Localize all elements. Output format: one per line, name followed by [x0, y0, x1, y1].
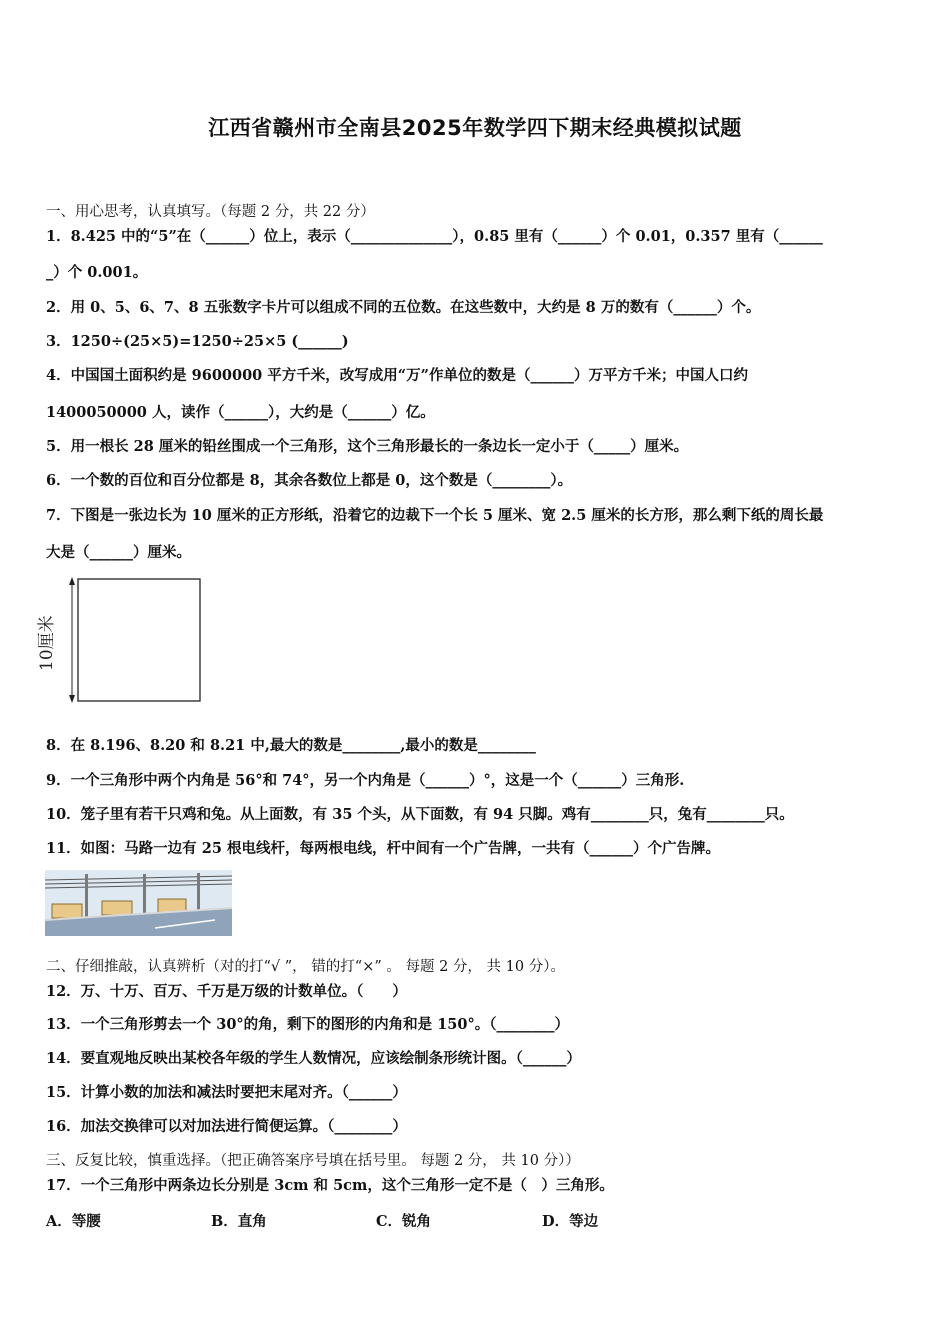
- section-heading-1: 一、用心思考，认真填写。（每题 2 分，共 22 分）: [46, 204, 375, 220]
- question-17-options: [46, 1210, 766, 1230]
- square-side-label: 10厘米: [37, 615, 57, 671]
- question-11: 11．如图：马路一边有 25 根电线杆，每两根电线，杆中间有一个广告牌，一共有（______）个广告牌。: [46, 840, 720, 857]
- question-7: 7．下图是一张边长为 10 厘米的正方形纸，沿着它的边裁下一个长 5 厘米、宽 2.5 厘米的长方形，那么剩下纸的周长最: [46, 507, 824, 524]
- question-5: 5．用一根长 28 厘米的铅丝围成一个三角形，这个三角形最长的一条边长一定小于（_____）厘米。: [46, 438, 689, 455]
- question-2: 2．用 0、5、6、7、8 五张数字卡片可以组成不同的五位数。在这些数中，大约是 8 万的数有（______）个。: [46, 299, 761, 316]
- square-paper-figure: [37, 574, 215, 709]
- option-c[interactable]: C．锐角: [376, 1213, 432, 1230]
- question-1-continued: _）个 0.001。: [46, 264, 148, 281]
- question-12: 12．万、十万、百万、千万是万级的计数单位。（ ）: [46, 983, 407, 1000]
- question-8: 8．在 8.196、8.20 和 8.21 中,最大的数是________,最小的数是________: [46, 737, 536, 754]
- question-9: 9．一个三角形中两个内角是 56°和 74°，另一个内角是（______）°，这是一个（______）三角形.: [46, 772, 685, 789]
- question-15: 15．计算小数的加法和减法时要把末尾对齐。（______）: [46, 1084, 407, 1101]
- option-d[interactable]: D．等边: [542, 1213, 599, 1230]
- question-10: 10．笼子里有若干只鸡和兔。从上面数，有 35 个头，从下面数，有 94 只脚。鸡有________只，兔有________只。: [46, 806, 794, 823]
- question-4-continued: 1400050000 人，读作（______），大约是（______）亿。: [46, 404, 435, 421]
- question-3: 3．1250÷(25×5)=1250÷25×5 (______): [46, 333, 349, 350]
- question-4: 4．中国国土面积约是 9600000 平方千米，改写成用“万”作单位的数是（______）万平方千米；中国人口约: [46, 367, 748, 384]
- option-a[interactable]: A．等腰: [46, 1213, 101, 1230]
- question-14: 14．要直观地反映出某校各年级的学生人数情况，应该绘制条形统计图。（______）: [46, 1050, 581, 1067]
- question-1: 1．8.425 中的“5”在（______）位上，表示（______________），0.85 里有（______）个 0.01，0.357 里有（______: [46, 228, 823, 245]
- option-b[interactable]: B．直角: [211, 1213, 267, 1230]
- section-heading-2: 二、仔细推敲，认真辨析（对的打“√ ”， 错的打“×” 。 每题 2 分， 共 10 分）。: [46, 959, 565, 975]
- page-title: 江西省赣州市全南县2025年数学四下期末经典模拟试题: [208, 116, 742, 140]
- section-heading-3: 三、反复比较，慎重选择。（把正确答案序号填在括号里。 每题 2 分， 共 10 分））: [46, 1153, 580, 1169]
- question-6: 6．一个数的百位和百分位都是 8，其余各数位上都是 0，这个数是（________）。: [46, 472, 573, 489]
- road-billboard-figure: [45, 870, 232, 936]
- question-16: 16．加法交换律可以对加法进行简便运算。（________）: [46, 1118, 407, 1135]
- question-7-continued: 大是（______）厘米。: [46, 544, 191, 561]
- question-17: 17．一个三角形中两条边长分别是 3cm 和 5cm，这个三角形一定不是（ ）三角形。: [46, 1177, 614, 1194]
- question-13: 13．一个三角形剪去一个 30°的角，剩下的图形的内角和是 150°。（________）: [46, 1016, 569, 1033]
